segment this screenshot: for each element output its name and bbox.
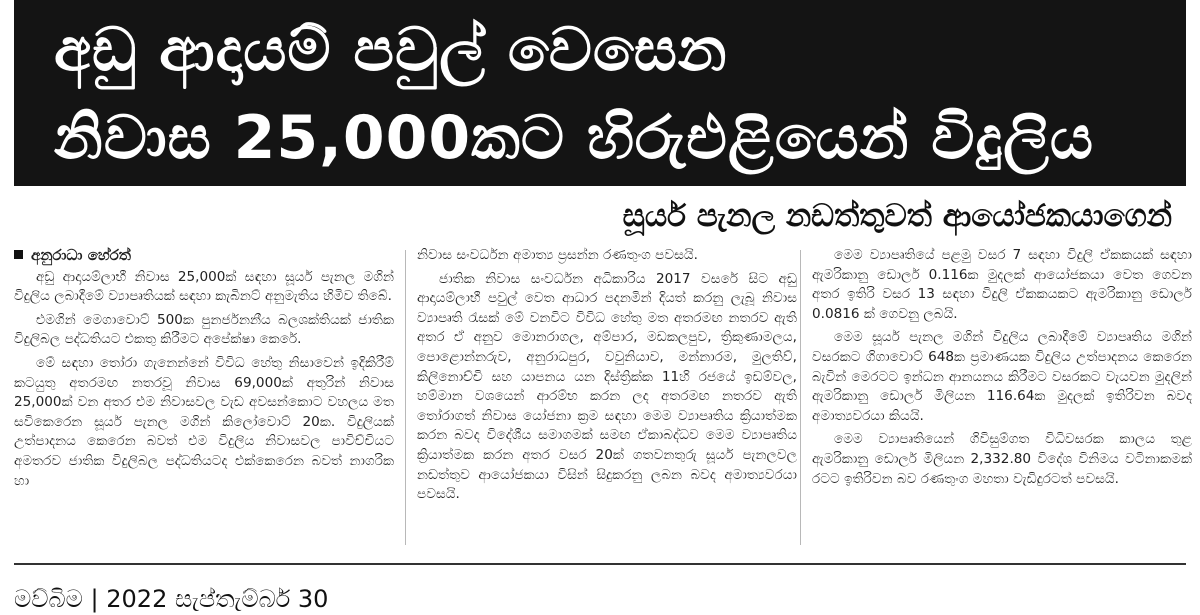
column-divider [405,250,406,545]
subheadline: සූර්ය පැනල නඩත්තුවත් ආයෝජකයාගෙන් [622,198,1172,234]
byline [14,246,394,266]
headline-line-1: අඩු ආදායම් පවුල් වෙසෙන [54,15,728,85]
paragraph: එමගින් මෙගාවොට් 500ක පුනර්ජනනීය බලශක්තියක් ජාතික විදුලිබල පද්ධතියට එකතු කිරීමට අපේක්ෂා කෙරේ. [14,311,394,348]
paragraph: මෙම ව්‍යාපෘතියෙන් ගිවිසුම්ගත විධිවසරක කාලය තුළ ඇමරිකානු ඩොලර් මිලියන 2,332.80 විදේශ විනිමය වටිනාකමක් රටට ඉතිරිවන බව රණතුංග මහතා වැඩිදුරටත් පවසයි. [812,431,1192,487]
article-column-1 [14,246,394,551]
paragraph: නිවාස සංවර්ධන අමාත්‍ය ප්‍රසන්න රණතුංග පවසයි. [417,247,698,263]
paragraph: අඩු ආදායම්ලාභී නිවාස 25,000ක් සඳහා සූර්ය පැනල මගින් විදුලිය ලබාදීමේ ව්‍යාපෘතියක් සඳහා කැබිනට් අනුමැතිය හිමිව තිබේ. [14,268,394,305]
paragraph: මෙම ව්‍යාපෘතියේ පළමු වසර 7 සඳහා විදුලි ඒකකයක් සඳහා ඇමරිකානු ඩොලර් 0.116ක මුදලක් ආයෝජකයා වෙත ගෙවන අතර ඉතිරි වසර 13 සඳහා විදුලි ඒකකයකට ඇමරිකානු ඩොලර් 0.0816 ක් ගෙවනු ලබයි. [812,247,1192,322]
column-divider [800,250,801,545]
headline-line-2: නිවාස 25,000කට හිරුඑළියෙන් විදුලිය [54,103,1094,173]
footer-divider [14,563,1186,565]
bullet-square-icon [14,250,23,259]
headline-banner [14,0,1186,186]
article-column-2 [417,246,797,551]
paragraph: මේ සඳහා තෝරා ගැනෙන්නේ විවිධ හේතු නිසාවෙන් ඉදිකිරීම් කටයුතු අතරමඟ නතරවූ නිවාස 69,000ක් අතුරින් නිවාස 25,000ක් වන අතර එම නිවාසවල වැඩ අවසන්කොට වහලය මත සවිකෙරෙන සූර්ය පැනල මගින් කිලෝවොට් 20ක. විදුලියක් උත්පාදනය කෙරෙන බවත් එම විදුලිය නිවාසවල පාවිච්චියට අමතරව ජාතික විදුලිබල පද්ධතියටද එක්කෙරෙන බවත් නාගරික හා [14,354,394,489]
paragraph: ජාතික නිවාස සංවර්ධන අධිකාරිය 2017 වසරේ සිට අඩු ආදායම්ලාභී පවුල් වෙත ආධාර පදනමින් දියත් කරනු ලැබූ නිවාස ව්‍යාපෘති රැසක් මේ වනවිට විවිධ හේතු මත අතරමඟ නතරව ඇති අතර ඒ අනුව මොනරාගල, අම්පාර, මඩකලපුව, ත්‍රිකුණාමලය, පොළොන්නරුව, අනුරාධපුර, වවුනියාව, මන්නාරම, මුලතිව්, කිලිනොච්චි සහ යාපනය යන දිස්ත්‍රික්ක 11හි රජයේ ඉඩම්වල, හම්මාන වශයෙන් ආරම්භ කරන ලද අතරමඟ නතරව ඇති තෝරාගත් නිවාස යෝජනා ක්‍රම සඳහා මෙම ව්‍යාපෘතිය ක්‍රියාත්මක කරන බවද විදේශීය සමාගමක් සමඟ ඒකාබද්ධව මෙම ව්‍යාපෘතිය ක්‍රියාත්මක කරන අතර වසර 20ක් ගතවනතුරු සූර්ය පැනලවල නඩත්තුව ආයෝජකයා විසින් සිදුකරනු ලබන බවද අමාත්‍යවරයා පවසයි. [417,270,797,503]
article-column-3 [812,246,1192,551]
byline-author: අනුරාධා හේරත් [31,246,131,264]
paragraph: මෙම සූර්ය පැනල මගින් විදුලිය ලබාදීමේ ව්‍යාපෘතිය මගින් වසරකට ගිගාවොට් 648ක ප්‍රමාණයක විදුලිය උත්පාදනය කෙරෙන බැවින් මෙරටට ඉන්ධන ආනයනය කිරීමට වසරකට වැයවන මුදලින් ඇමරිකානු ඩොලර් මිලියන 116.64ක මුදලක් ඉතිරිවන බවද අමාත්‍යවරයා කියයි. [812,329,1192,424]
footer-dateline: මව්බිම | 2022 සැප්තැම්බර් 30 [14,585,329,613]
